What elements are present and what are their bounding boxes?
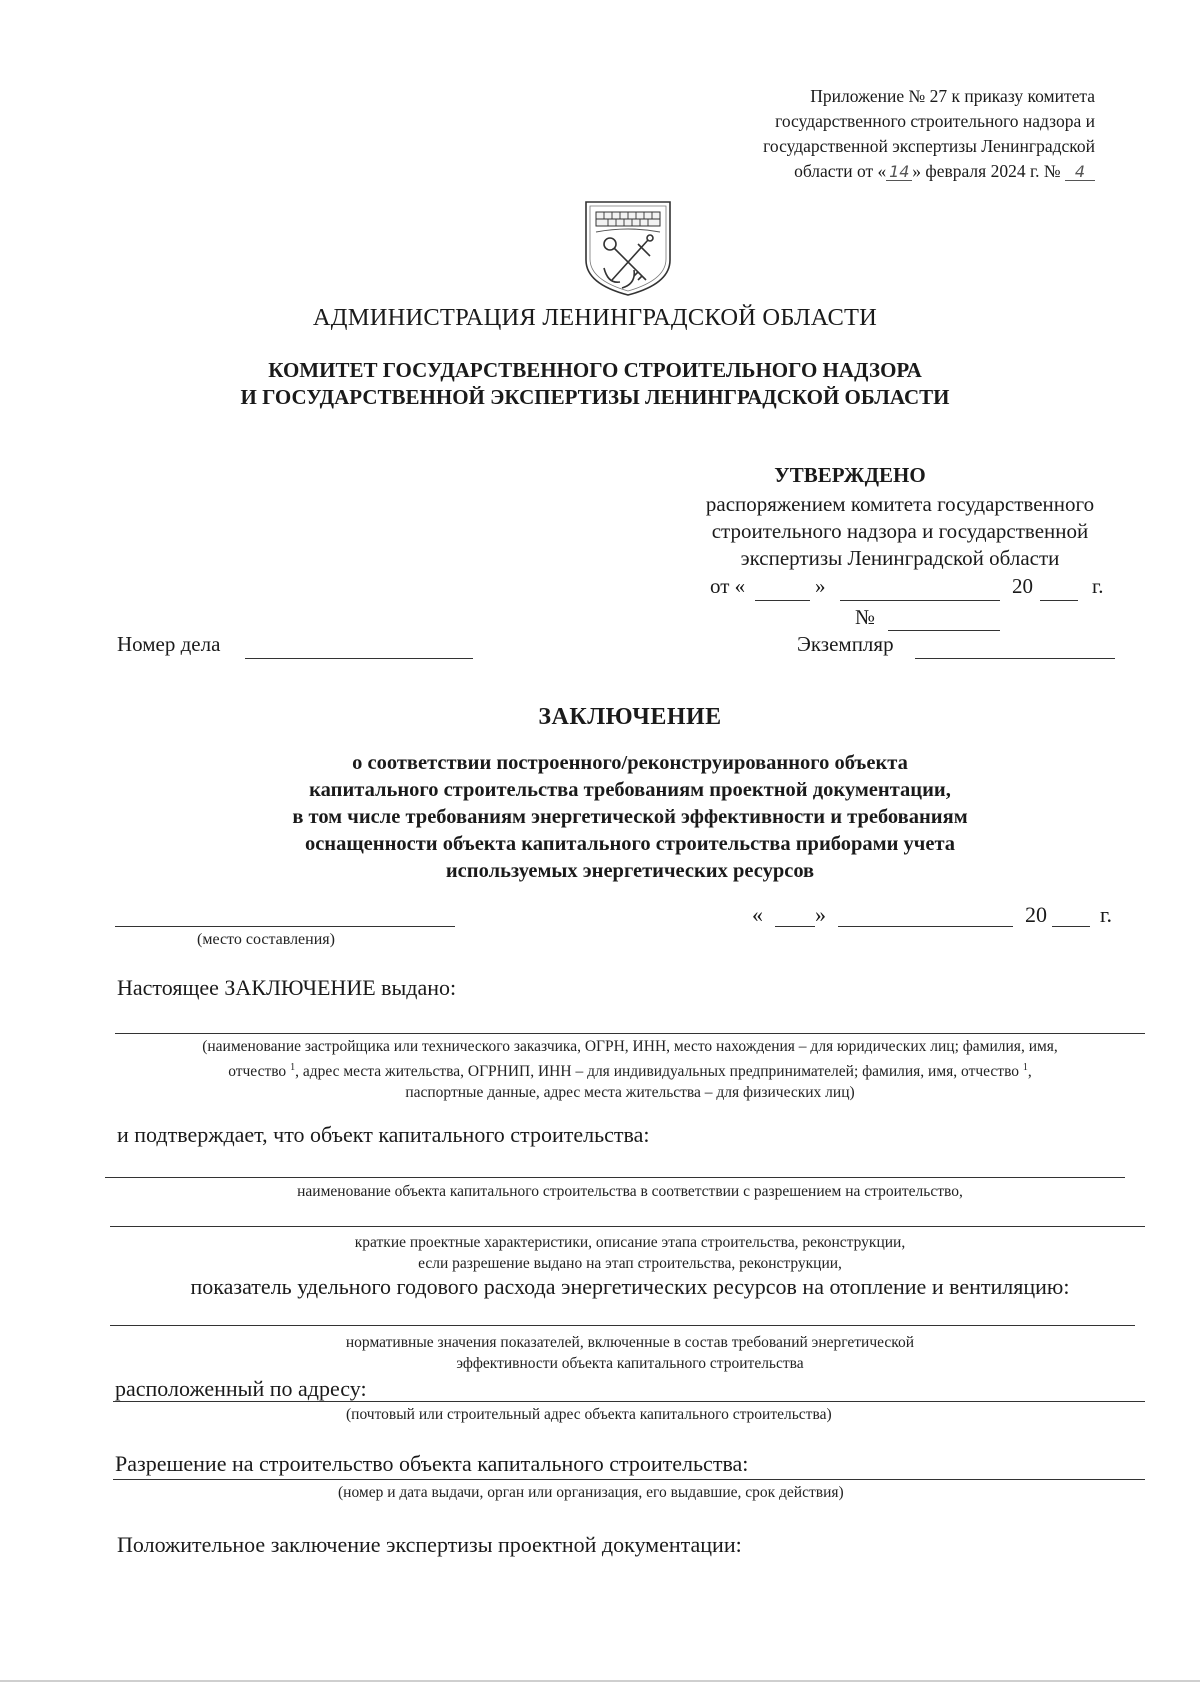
approved-day-field[interactable] [755,600,810,601]
appendix-line-1: Приложение № 27 к приказу комитета [810,86,1095,106]
approved-title: УТВЕРЖДЕНО [774,463,926,487]
issued-to-note-2: отчество $^1$, адрес места жительства, ОГРНИП, ИНН – для индивидуальных предпринимателей; фамилия, имя, отчество $^1$, [228,1062,1032,1081]
conclusion-line-2: капитального строительства требованиям проектной документации, [309,779,951,801]
energy-indicator-label: показатель удельного годового расхода энергетических ресурсов на отопление и вентиляцию: [190,1274,1070,1299]
expertise-label: Положительное заключение экспертизы проектной документации: [117,1532,742,1557]
administration-title: АДМИНИСТРАЦИЯ ЛЕНИНГРАДСКОЙ ОБЛАСТИ [312,304,878,331]
object-name-note: наименование объекта капитального строительства в соответствии с разрешением на строительство, [297,1183,963,1200]
place-field[interactable] [115,926,455,927]
conclusion-month-field[interactable] [838,926,1013,927]
approved-line-2: строительного надзора и государственной [711,519,1089,543]
approved-month-field[interactable] [840,600,1000,601]
handwritten-number: 4 [1065,164,1095,181]
appendix-header [640,84,1095,184]
copy-field[interactable] [915,658,1115,659]
energy-indicator-note [110,1332,1150,1374]
conclusion-line-5: используемых энергетических ресурсов [445,860,815,882]
committee-line-2: И ГОСУДАРСТВЕННОЙ ЭКСПЕРТИЗЫ ЛЕНИНГРАДСКОЙ ОБЛАСТИ [240,385,950,409]
footnote-marker: 1 [290,1062,296,1073]
case-number-label: Номер дела [117,632,221,656]
issued-to-label: Настоящее ЗАКЛЮЧЕНИЕ выдано: [117,975,457,1000]
copy-label: Экземпляр [797,632,894,656]
appendix-line-4: области от « 14 » февраля 2024 г. № 4 [640,159,1095,184]
energy-indicator-field[interactable] [110,1325,1135,1326]
energy-note-1: нормативные значения показателей, включенные в состав требований энергетической [345,1334,915,1351]
object-characteristics-note [110,1232,1150,1274]
approved-number-label: № [855,605,876,629]
conclusion-subtitle [0,750,1200,885]
object-name-field[interactable] [105,1177,1125,1178]
energy-note-2: эффективности объекта капитального строительства [456,1355,804,1372]
conclusion-date-open: « [752,902,763,927]
committee-line-1: КОМИТЕТ ГОСУДАРСТВЕННОГО СТРОИТЕЛЬНОГО НАДЗОРА [268,358,922,382]
approved-year-prefix: 20 [1012,574,1033,598]
approved-line-3: экспертизы Ленинградской области [740,546,1060,570]
conclusion-line-4: оснащенности объекта капитального строительства приборами учета [304,833,956,855]
case-number-field[interactable] [245,658,473,659]
issued-to-field[interactable] [115,1033,1145,1034]
conclusion-line-3: в том числе требованиям энергетической эффективности и требованиям [292,806,968,828]
address-label: расположенный по адресу: [115,1376,367,1401]
address-note: (почтовый или строительный адрес объекта капитального строительства) [346,1406,832,1423]
conclusion-year-suffix: г. [1100,902,1113,927]
address-field[interactable] [113,1401,1145,1402]
permit-field[interactable] [113,1479,1145,1480]
conclusion-date-close: » [815,902,826,927]
approved-year-field[interactable] [1040,600,1078,601]
permit-note: (номер и дата выдачи, орган или организация, его выдавшие, срок действия) [338,1484,844,1501]
approved-number-field[interactable] [888,630,1000,631]
committee-title [0,357,1190,411]
approved-text [660,491,1140,572]
approved-date-close: » [815,574,826,598]
coat-of-arms-icon [578,198,678,298]
approved-line-1: распоряжением комитета государственного [705,492,1095,516]
appendix-line-3: государственной экспертизы Ленинградской [763,136,1095,156]
handwritten-day: 14 [886,164,912,181]
conclusion-year-field[interactable] [1052,926,1090,927]
issued-to-note-3: паспортные данные, адрес места жительства – для физических лиц) [405,1084,855,1102]
conclusion-year-prefix: 20 [1025,902,1047,927]
confirms-label: и подтверждает, что объект капитального строительства: [117,1122,650,1147]
conclusion-title: ЗАКЛЮЧЕНИЕ [538,704,722,730]
appendix-line-2: государственного строительного надзора и [775,111,1095,131]
approved-date-prefix: от « [710,574,746,598]
characteristics-note-2: если разрешение выдано на этап строительства, реконструкции, [418,1255,842,1272]
conclusion-day-field[interactable] [775,926,815,927]
characteristics-note-1: краткие проектные характеристики, описание этапа строительства, реконструкции, [354,1234,906,1251]
place-caption: (место составления) [197,931,335,948]
approved-year-suffix: г. [1092,574,1104,598]
issued-to-note [110,1036,1150,1103]
conclusion-line-1: о соответствии построенного/реконструированного объекта [352,752,908,774]
object-characteristics-field[interactable] [110,1226,1145,1227]
footnote-marker: 1 [1022,1062,1028,1073]
permit-label: Разрешение на строительство объекта капитального строительства: [115,1451,749,1476]
issued-to-note-1: (наименование застройщика или технического заказчика, ОГРН, ИНН, место нахождения – для юридических лиц; фамилия, имя, [202,1038,1058,1055]
page-bottom-divider [0,1680,1200,1682]
